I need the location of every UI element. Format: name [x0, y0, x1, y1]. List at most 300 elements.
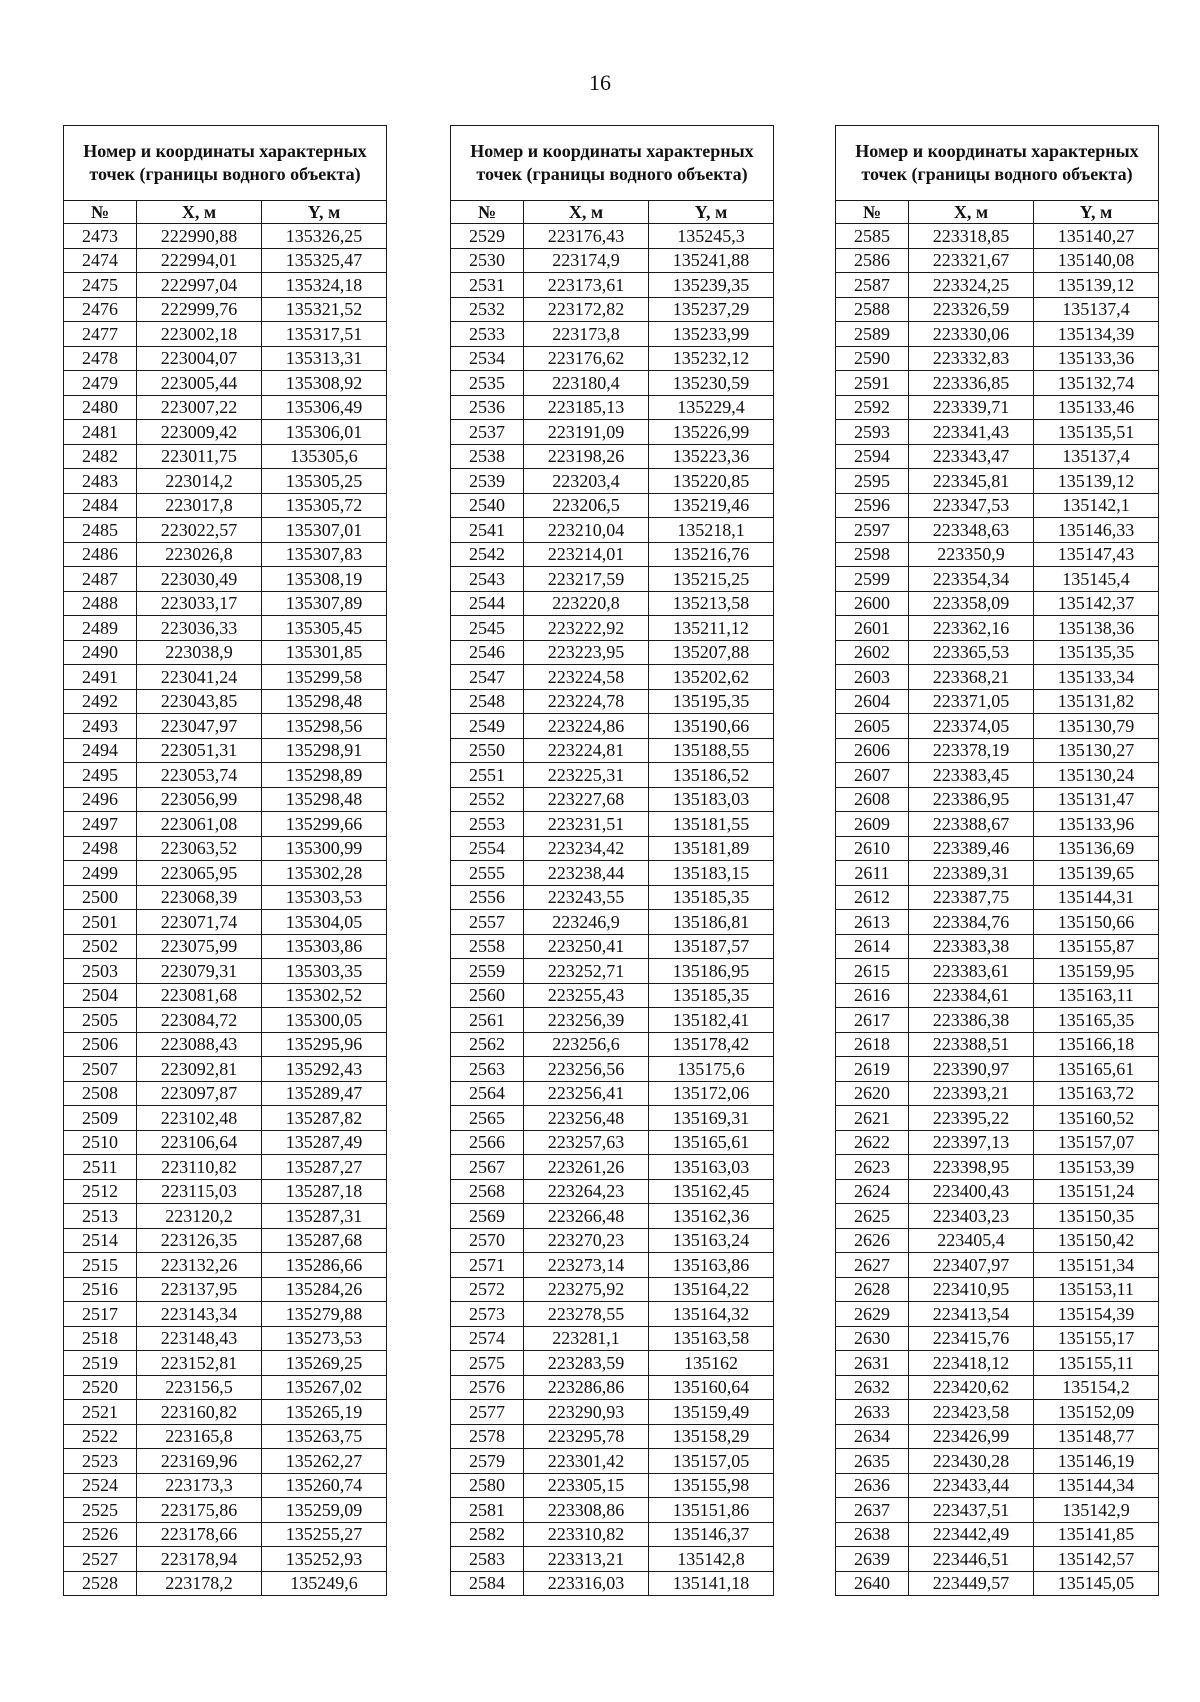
table-row	[64, 1277, 387, 1302]
y-coordinate-cell: 135252,93	[262, 1547, 387, 1572]
x-coordinate-cell: 223220,8	[524, 591, 649, 616]
x-coordinate-cell: 223056,99	[137, 787, 262, 812]
point-number-cell: 2490	[64, 640, 137, 665]
y-coordinate-cell: 135157,05	[649, 1449, 774, 1474]
y-coordinate-cell: 135249,6	[262, 1571, 387, 1596]
x-coordinate-cell: 223326,59	[909, 297, 1034, 322]
point-number-cell: 2565	[451, 1106, 524, 1131]
point-number-cell: 2593	[836, 420, 909, 445]
y-coordinate-cell: 135165,61	[649, 1130, 774, 1155]
point-number-cell: 2590	[836, 346, 909, 371]
x-coordinate-cell: 223332,83	[909, 346, 1034, 371]
x-coordinate-cell: 223388,67	[909, 812, 1034, 837]
y-coordinate-cell: 135223,36	[649, 444, 774, 469]
table-row	[836, 910, 1159, 935]
point-number-cell: 2509	[64, 1106, 137, 1131]
point-number-cell: 2476	[64, 297, 137, 322]
y-coordinate-cell: 135267,02	[262, 1375, 387, 1400]
y-coordinate-cell: 135287,18	[262, 1179, 387, 1204]
y-coordinate-cell: 135159,49	[649, 1400, 774, 1425]
point-number-cell: 2523	[64, 1449, 137, 1474]
point-number-cell: 2639	[836, 1547, 909, 1572]
x-coordinate-cell: 223386,95	[909, 787, 1034, 812]
y-coordinate-cell: 135202,62	[649, 665, 774, 690]
x-coordinate-cell: 223041,24	[137, 665, 262, 690]
x-coordinate-cell: 223178,94	[137, 1547, 262, 1572]
point-number-cell: 2563	[451, 1057, 524, 1082]
column-header-x: X, м	[909, 201, 1034, 224]
y-coordinate-cell: 135142,9	[1034, 1498, 1159, 1523]
y-coordinate-cell: 135137,4	[1034, 297, 1159, 322]
point-number-cell: 2640	[836, 1571, 909, 1596]
table-row	[836, 444, 1159, 469]
y-coordinate-cell: 135162,36	[649, 1204, 774, 1229]
x-coordinate-cell: 223324,25	[909, 273, 1034, 298]
x-coordinate-cell: 223310,82	[524, 1522, 649, 1547]
x-coordinate-cell: 223009,42	[137, 420, 262, 445]
x-coordinate-cell: 223180,4	[524, 371, 649, 396]
x-coordinate-cell: 223388,51	[909, 1032, 1034, 1057]
table-row	[451, 371, 774, 396]
point-number-cell: 2500	[64, 885, 137, 910]
table-row	[836, 1008, 1159, 1033]
point-number-cell: 2525	[64, 1498, 137, 1523]
x-coordinate-cell: 223137,95	[137, 1277, 262, 1302]
table-row	[451, 616, 774, 641]
x-coordinate-cell: 223250,41	[524, 934, 649, 959]
x-coordinate-cell: 223224,78	[524, 689, 649, 714]
y-coordinate-cell: 135303,35	[262, 959, 387, 984]
point-number-cell: 2568	[451, 1179, 524, 1204]
y-coordinate-cell: 135321,52	[262, 297, 387, 322]
y-coordinate-cell: 135188,55	[649, 738, 774, 763]
y-coordinate-cell: 135148,77	[1034, 1424, 1159, 1449]
table-row	[836, 1106, 1159, 1131]
x-coordinate-cell: 223178,2	[137, 1571, 262, 1596]
x-coordinate-cell: 223224,58	[524, 665, 649, 690]
column-header-y: Y, м	[1034, 201, 1159, 224]
y-coordinate-cell: 135301,85	[262, 640, 387, 665]
table-row	[451, 1106, 774, 1131]
y-coordinate-cell: 135232,12	[649, 346, 774, 371]
y-coordinate-cell: 135305,25	[262, 469, 387, 494]
table-row	[836, 1302, 1159, 1327]
y-coordinate-cell: 135211,12	[649, 616, 774, 641]
table-row	[836, 322, 1159, 347]
y-coordinate-cell: 135146,33	[1034, 518, 1159, 543]
table-row	[64, 665, 387, 690]
table-row	[836, 371, 1159, 396]
table-row	[64, 910, 387, 935]
table-row	[836, 714, 1159, 739]
x-coordinate-cell: 223386,38	[909, 1008, 1034, 1033]
point-number-cell: 2598	[836, 542, 909, 567]
point-number-cell: 2494	[64, 738, 137, 763]
x-coordinate-cell: 223348,63	[909, 518, 1034, 543]
table-row	[64, 1522, 387, 1547]
y-coordinate-cell: 135299,66	[262, 812, 387, 837]
point-number-cell: 2477	[64, 322, 137, 347]
y-coordinate-cell: 135146,37	[649, 1522, 774, 1547]
x-coordinate-cell: 223038,9	[137, 640, 262, 665]
point-number-cell: 2537	[451, 420, 524, 445]
y-coordinate-cell: 135259,09	[262, 1498, 387, 1523]
y-coordinate-cell: 135215,25	[649, 567, 774, 592]
page-number: 16	[589, 70, 611, 95]
x-coordinate-cell: 223256,56	[524, 1057, 649, 1082]
x-coordinate-cell: 223362,16	[909, 616, 1034, 641]
table-row	[451, 591, 774, 616]
point-number-cell: 2631	[836, 1351, 909, 1376]
x-coordinate-cell: 223225,31	[524, 763, 649, 788]
point-number-cell: 2491	[64, 665, 137, 690]
table-row	[64, 322, 387, 347]
table-row	[451, 346, 774, 371]
table-row	[64, 1106, 387, 1131]
x-coordinate-cell: 223305,15	[524, 1473, 649, 1498]
point-number-cell: 2513	[64, 1204, 137, 1229]
y-coordinate-cell: 135169,31	[649, 1106, 774, 1131]
x-coordinate-cell: 222999,76	[137, 297, 262, 322]
table-row	[64, 469, 387, 494]
y-coordinate-cell: 135230,59	[649, 371, 774, 396]
table-row	[836, 567, 1159, 592]
point-number-cell: 2554	[451, 836, 524, 861]
x-coordinate-cell: 223071,74	[137, 910, 262, 935]
y-coordinate-cell: 135186,95	[649, 959, 774, 984]
y-coordinate-cell: 135147,43	[1034, 542, 1159, 567]
x-coordinate-cell: 223257,63	[524, 1130, 649, 1155]
x-coordinate-cell: 223413,54	[909, 1302, 1034, 1327]
table-row	[836, 1130, 1159, 1155]
x-coordinate-cell: 223345,81	[909, 469, 1034, 494]
y-coordinate-cell: 135239,35	[649, 273, 774, 298]
table-row	[451, 273, 774, 298]
y-coordinate-cell: 135138,36	[1034, 616, 1159, 641]
table-row	[451, 1253, 774, 1278]
table-row	[451, 542, 774, 567]
point-number-cell: 2588	[836, 297, 909, 322]
x-coordinate-cell: 223308,86	[524, 1498, 649, 1523]
x-coordinate-cell: 223446,51	[909, 1547, 1034, 1572]
point-number-cell: 2485	[64, 518, 137, 543]
x-coordinate-cell: 223423,58	[909, 1400, 1034, 1425]
x-coordinate-cell: 223224,86	[524, 714, 649, 739]
x-coordinate-cell: 222990,88	[137, 224, 262, 249]
point-number-cell: 2624	[836, 1179, 909, 1204]
x-coordinate-cell: 223206,5	[524, 493, 649, 518]
point-number-cell: 2636	[836, 1473, 909, 1498]
point-number-cell: 2615	[836, 959, 909, 984]
table-row	[64, 616, 387, 641]
y-coordinate-cell: 135186,81	[649, 910, 774, 935]
y-coordinate-cell: 135306,49	[262, 395, 387, 420]
point-number-cell: 2610	[836, 836, 909, 861]
table-row	[451, 297, 774, 322]
point-number-cell: 2522	[64, 1424, 137, 1449]
table-row	[451, 787, 774, 812]
y-coordinate-cell: 135298,89	[262, 763, 387, 788]
x-coordinate-cell: 223110,82	[137, 1155, 262, 1180]
y-coordinate-cell: 135140,08	[1034, 248, 1159, 273]
point-number-cell: 2550	[451, 738, 524, 763]
x-coordinate-cell: 223081,68	[137, 983, 262, 1008]
table-row	[836, 1375, 1159, 1400]
x-coordinate-cell: 223354,34	[909, 567, 1034, 592]
point-number-cell: 2566	[451, 1130, 524, 1155]
y-coordinate-cell: 135139,65	[1034, 861, 1159, 886]
point-number-cell: 2545	[451, 616, 524, 641]
x-coordinate-cell: 223378,19	[909, 738, 1034, 763]
point-number-cell: 2572	[451, 1277, 524, 1302]
y-coordinate-cell: 135165,61	[1034, 1057, 1159, 1082]
x-coordinate-cell: 223273,14	[524, 1253, 649, 1278]
table-row	[64, 518, 387, 543]
point-number-cell: 2548	[451, 689, 524, 714]
table-row	[64, 812, 387, 837]
table-row	[836, 1228, 1159, 1253]
point-number-cell: 2528	[64, 1571, 137, 1596]
point-number-cell: 2493	[64, 714, 137, 739]
table-row	[451, 1571, 774, 1596]
point-number-cell: 2626	[836, 1228, 909, 1253]
y-coordinate-cell: 135307,83	[262, 542, 387, 567]
table-row	[451, 1498, 774, 1523]
y-coordinate-cell: 135163,72	[1034, 1081, 1159, 1106]
x-coordinate-cell: 223365,53	[909, 640, 1034, 665]
x-coordinate-cell: 223347,53	[909, 493, 1034, 518]
y-coordinate-cell: 135139,12	[1034, 469, 1159, 494]
y-coordinate-cell: 135134,39	[1034, 322, 1159, 347]
point-number-cell: 2553	[451, 812, 524, 837]
point-number-cell: 2505	[64, 1008, 137, 1033]
x-coordinate-cell: 223290,93	[524, 1400, 649, 1425]
x-coordinate-cell: 223043,85	[137, 689, 262, 714]
point-number-cell: 2508	[64, 1081, 137, 1106]
y-coordinate-cell: 135144,31	[1034, 885, 1159, 910]
x-coordinate-cell: 223017,8	[137, 493, 262, 518]
x-coordinate-cell: 223350,9	[909, 542, 1034, 567]
x-coordinate-cell: 223223,95	[524, 640, 649, 665]
column-header-x: X, м	[137, 201, 262, 224]
y-coordinate-cell: 135308,92	[262, 371, 387, 396]
point-number-cell: 2595	[836, 469, 909, 494]
table-row	[836, 1032, 1159, 1057]
point-number-cell: 2638	[836, 1522, 909, 1547]
point-number-cell: 2487	[64, 567, 137, 592]
point-number-cell: 2507	[64, 1057, 137, 1082]
y-coordinate-cell: 135139,12	[1034, 273, 1159, 298]
table-row	[64, 836, 387, 861]
point-number-cell: 2604	[836, 689, 909, 714]
table-row	[836, 346, 1159, 371]
table-row	[64, 273, 387, 298]
point-number-cell: 2482	[64, 444, 137, 469]
table-row	[451, 1179, 774, 1204]
point-number-cell: 2617	[836, 1008, 909, 1033]
x-coordinate-cell: 223238,44	[524, 861, 649, 886]
table-row	[451, 1081, 774, 1106]
point-number-cell: 2562	[451, 1032, 524, 1057]
table-row	[451, 1400, 774, 1425]
x-coordinate-cell: 223433,44	[909, 1473, 1034, 1498]
y-coordinate-cell: 135255,27	[262, 1522, 387, 1547]
point-number-cell: 2581	[451, 1498, 524, 1523]
x-coordinate-cell: 223383,61	[909, 959, 1034, 984]
y-coordinate-cell: 135155,98	[649, 1473, 774, 1498]
table-row	[451, 518, 774, 543]
point-number-cell: 2518	[64, 1326, 137, 1351]
x-coordinate-cell: 223156,5	[137, 1375, 262, 1400]
x-coordinate-cell: 223321,67	[909, 248, 1034, 273]
x-coordinate-cell: 223403,23	[909, 1204, 1034, 1229]
y-coordinate-cell: 135162	[649, 1351, 774, 1376]
y-coordinate-cell: 135154,2	[1034, 1375, 1159, 1400]
x-coordinate-cell: 223397,13	[909, 1130, 1034, 1155]
x-coordinate-cell: 223286,86	[524, 1375, 649, 1400]
point-number-cell: 2533	[451, 322, 524, 347]
y-coordinate-cell: 135153,39	[1034, 1155, 1159, 1180]
point-number-cell: 2611	[836, 861, 909, 886]
y-coordinate-cell: 135229,4	[649, 395, 774, 420]
x-coordinate-cell: 223374,05	[909, 714, 1034, 739]
point-number-cell: 2556	[451, 885, 524, 910]
point-number-cell: 2520	[64, 1375, 137, 1400]
table-row	[64, 689, 387, 714]
table-row	[451, 1375, 774, 1400]
point-number-cell: 2546	[451, 640, 524, 665]
x-coordinate-cell: 223047,97	[137, 714, 262, 739]
point-number-cell: 2586	[836, 248, 909, 273]
y-coordinate-cell: 135131,47	[1034, 787, 1159, 812]
x-coordinate-cell: 223400,43	[909, 1179, 1034, 1204]
point-number-cell: 2596	[836, 493, 909, 518]
point-number-cell: 2530	[451, 248, 524, 273]
point-number-cell: 2492	[64, 689, 137, 714]
column-header-number: №	[64, 201, 137, 224]
table-row	[64, 420, 387, 445]
y-coordinate-cell: 135130,24	[1034, 763, 1159, 788]
y-coordinate-cell: 135142,1	[1034, 493, 1159, 518]
table-row	[64, 1375, 387, 1400]
point-number-cell: 2529	[451, 224, 524, 249]
table-row	[64, 885, 387, 910]
y-coordinate-cell: 135299,58	[262, 665, 387, 690]
y-coordinate-cell: 135140,27	[1034, 224, 1159, 249]
point-number-cell: 2561	[451, 1008, 524, 1033]
y-coordinate-cell: 135313,31	[262, 346, 387, 371]
y-coordinate-cell: 135303,53	[262, 885, 387, 910]
x-coordinate-cell: 223316,03	[524, 1571, 649, 1596]
table-row	[64, 1057, 387, 1082]
table-row	[451, 1522, 774, 1547]
table-row	[451, 1547, 774, 1572]
y-coordinate-cell: 135131,82	[1034, 689, 1159, 714]
table-row	[836, 1326, 1159, 1351]
x-coordinate-cell: 223318,85	[909, 224, 1034, 249]
point-number-cell: 2515	[64, 1253, 137, 1278]
x-coordinate-cell: 223173,8	[524, 322, 649, 347]
y-coordinate-cell: 135306,01	[262, 420, 387, 445]
table-row	[836, 738, 1159, 763]
y-coordinate-cell: 135187,57	[649, 934, 774, 959]
point-number-cell: 2557	[451, 910, 524, 935]
point-number-cell: 2484	[64, 493, 137, 518]
y-coordinate-cell: 135262,27	[262, 1449, 387, 1474]
point-number-cell: 2567	[451, 1155, 524, 1180]
point-number-cell: 2483	[64, 469, 137, 494]
point-number-cell: 2608	[836, 787, 909, 812]
point-number-cell: 2573	[451, 1302, 524, 1327]
y-coordinate-cell: 135164,32	[649, 1302, 774, 1327]
point-number-cell: 2606	[836, 738, 909, 763]
table-row	[836, 934, 1159, 959]
point-number-cell: 2549	[451, 714, 524, 739]
y-coordinate-cell: 135133,34	[1034, 665, 1159, 690]
x-coordinate-cell: 223172,82	[524, 297, 649, 322]
y-coordinate-cell: 135226,99	[649, 420, 774, 445]
point-number-cell: 2583	[451, 1547, 524, 1572]
x-coordinate-cell: 223203,4	[524, 469, 649, 494]
table-row	[451, 959, 774, 984]
y-coordinate-cell: 135241,88	[649, 248, 774, 273]
point-number-cell: 2539	[451, 469, 524, 494]
y-coordinate-cell: 135186,52	[649, 763, 774, 788]
table-row	[836, 1277, 1159, 1302]
y-coordinate-cell: 135269,25	[262, 1351, 387, 1376]
x-coordinate-cell: 223415,76	[909, 1326, 1034, 1351]
point-number-cell: 2506	[64, 1032, 137, 1057]
point-number-cell: 2473	[64, 224, 137, 249]
x-coordinate-cell: 222994,01	[137, 248, 262, 273]
x-coordinate-cell: 223395,22	[909, 1106, 1034, 1131]
x-coordinate-cell: 223102,48	[137, 1106, 262, 1131]
table-row	[451, 640, 774, 665]
y-coordinate-cell: 135305,6	[262, 444, 387, 469]
table-row	[451, 469, 774, 494]
y-coordinate-cell: 135295,96	[262, 1032, 387, 1057]
y-coordinate-cell: 135163,11	[1034, 983, 1159, 1008]
y-coordinate-cell: 135260,74	[262, 1473, 387, 1498]
table-title: Номер и координаты характерных точек (границы водного объекта)	[836, 126, 1159, 201]
y-coordinate-cell: 135263,75	[262, 1424, 387, 1449]
x-coordinate-cell: 223449,57	[909, 1571, 1034, 1596]
y-coordinate-cell: 135155,87	[1034, 934, 1159, 959]
x-coordinate-cell: 223061,08	[137, 812, 262, 837]
table-body	[64, 224, 387, 1596]
table-row	[836, 689, 1159, 714]
x-coordinate-cell: 223389,46	[909, 836, 1034, 861]
x-coordinate-cell: 223255,43	[524, 983, 649, 1008]
point-number-cell: 2481	[64, 420, 137, 445]
y-coordinate-cell: 135136,69	[1034, 836, 1159, 861]
y-coordinate-cell: 135304,05	[262, 910, 387, 935]
x-coordinate-cell: 223227,68	[524, 787, 649, 812]
table-row	[64, 1008, 387, 1033]
table-row	[836, 1498, 1159, 1523]
table-row	[64, 567, 387, 592]
y-coordinate-cell: 135325,47	[262, 248, 387, 273]
x-coordinate-cell: 223256,39	[524, 1008, 649, 1033]
y-coordinate-cell: 135141,85	[1034, 1522, 1159, 1547]
table-row	[64, 1326, 387, 1351]
table-row	[64, 959, 387, 984]
table-row	[64, 346, 387, 371]
table-row	[836, 1547, 1159, 1572]
x-coordinate-cell: 223383,45	[909, 763, 1034, 788]
table-row	[836, 1179, 1159, 1204]
point-number-cell: 2589	[836, 322, 909, 347]
